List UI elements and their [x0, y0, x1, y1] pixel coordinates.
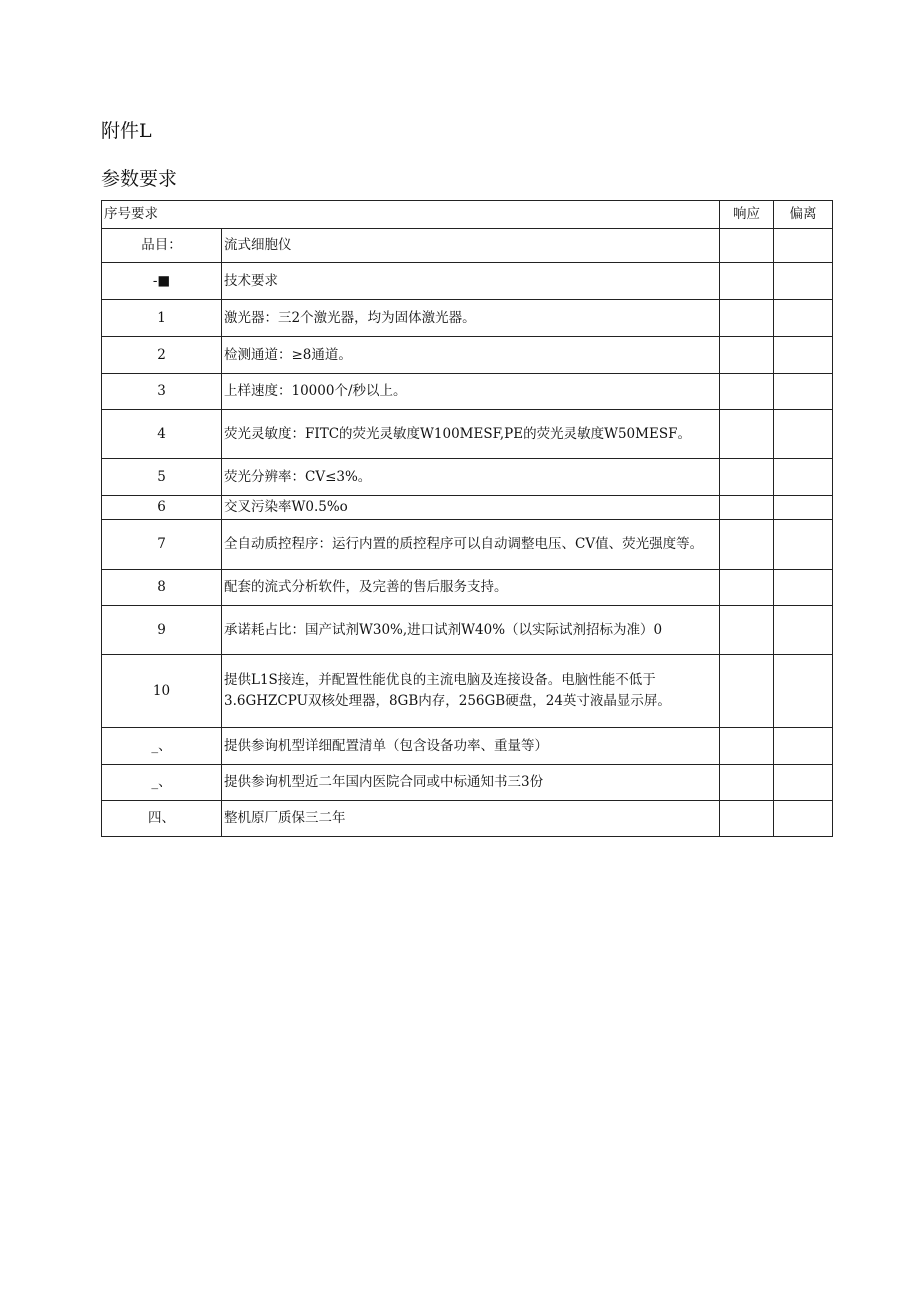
row-req: 交叉污染率W0.5%o [222, 496, 720, 520]
deviation-cell [774, 337, 833, 374]
row-req: 荧光灵敏度：FITC的荧光灵敏度W100MESF,PE的荧光灵敏度W50MESF。 [222, 410, 720, 459]
header-no-req: 序号要求 [102, 201, 720, 229]
table-row [102, 459, 833, 496]
response-cell [720, 459, 774, 496]
deviation-cell [774, 459, 833, 496]
response-cell [720, 606, 774, 655]
response-cell [720, 765, 774, 801]
row-req: 荧光分辨率：CV≤3%。 [222, 459, 720, 496]
deviation-cell [774, 300, 833, 337]
row-no: 3 [102, 374, 222, 410]
row-no: 8 [102, 570, 222, 606]
deviation-cell [774, 570, 833, 606]
deviation-cell [774, 410, 833, 459]
row-no: 10 [102, 655, 222, 728]
response-cell [720, 520, 774, 570]
response-cell [720, 570, 774, 606]
response-cell [720, 300, 774, 337]
header-deviation: 偏离 [774, 201, 833, 229]
table-row [102, 765, 833, 801]
table-row [102, 728, 833, 765]
deviation-cell [774, 655, 833, 728]
response-cell [720, 728, 774, 765]
row-req: 配套的流式分析软件，及完善的售后服务支持。 [222, 570, 720, 606]
deviation-cell [774, 263, 833, 300]
table-row [102, 263, 833, 300]
deviation-cell [774, 520, 833, 570]
row-no: _、 [102, 765, 222, 801]
row-req: 检测通道：≥8通道。 [222, 337, 720, 374]
row-no: -■ [102, 263, 222, 300]
row-req: 激光器：三2个激光器，均为固体激光器。 [222, 300, 720, 337]
row-no: 四、 [102, 801, 222, 837]
table-row [102, 374, 833, 410]
response-cell [720, 410, 774, 459]
deviation-cell [774, 229, 833, 263]
table-row [102, 570, 833, 606]
row-no: 2 [102, 337, 222, 374]
table-row [102, 606, 833, 655]
row-no: 5 [102, 459, 222, 496]
deviation-cell [774, 765, 833, 801]
response-cell [720, 337, 774, 374]
table-header-row [102, 201, 833, 229]
row-req: 承诺耗占比：国产试剂W30%,进口试剂W40%（以实际试剂招标为准）0 [222, 606, 720, 655]
header-response: 响应 [720, 201, 774, 229]
table-row [102, 300, 833, 337]
deviation-cell [774, 496, 833, 520]
row-req: 提供L1S接连，并配置性能优良的主流电脑及连接设备。电脑性能不低于3.6GHZCPU双核处理器，8GB内存，256GB硬盘，24英寸液晶显示屏。 [222, 655, 720, 728]
row-req: 全自动质控程序：运行内置的质控程序可以自动调整电压、CV值、荧光强度等。 [222, 520, 720, 570]
deviation-cell [774, 606, 833, 655]
deviation-cell [774, 374, 833, 410]
row-no: 9 [102, 606, 222, 655]
row-req: 整机原厂质保三二年 [222, 801, 720, 837]
table-row [102, 801, 833, 837]
table-row [102, 337, 833, 374]
row-no: _、 [102, 728, 222, 765]
row-no: 6 [102, 496, 222, 520]
deviation-cell [774, 728, 833, 765]
section-title: 参数要求 [101, 168, 178, 190]
response-cell [720, 229, 774, 263]
product-value: 流式细胞仪 [222, 229, 720, 263]
table-row [102, 655, 833, 728]
row-req: 上样速度：10000个/秒以上。 [222, 374, 720, 410]
response-cell [720, 496, 774, 520]
row-req: 提供参询机型近二年国内医院合同或中标通知书三3份 [222, 765, 720, 801]
response-cell [720, 263, 774, 300]
table-row [102, 496, 833, 520]
row-req: 提供参询机型详细配置清单（包含设备功率、重量等） [222, 728, 720, 765]
response-cell [720, 655, 774, 728]
row-no: 4 [102, 410, 222, 459]
product-label: 品目： [102, 229, 222, 263]
row-req: 技术要求 [222, 263, 720, 300]
deviation-cell [774, 801, 833, 837]
requirements-table [101, 200, 833, 837]
row-no: 1 [102, 300, 222, 337]
table-row [102, 410, 833, 459]
table-row [102, 520, 833, 570]
row-no: 7 [102, 520, 222, 570]
response-cell [720, 801, 774, 837]
response-cell [720, 374, 774, 410]
product-row [102, 229, 833, 263]
attachment-title: 附件L [101, 120, 152, 142]
